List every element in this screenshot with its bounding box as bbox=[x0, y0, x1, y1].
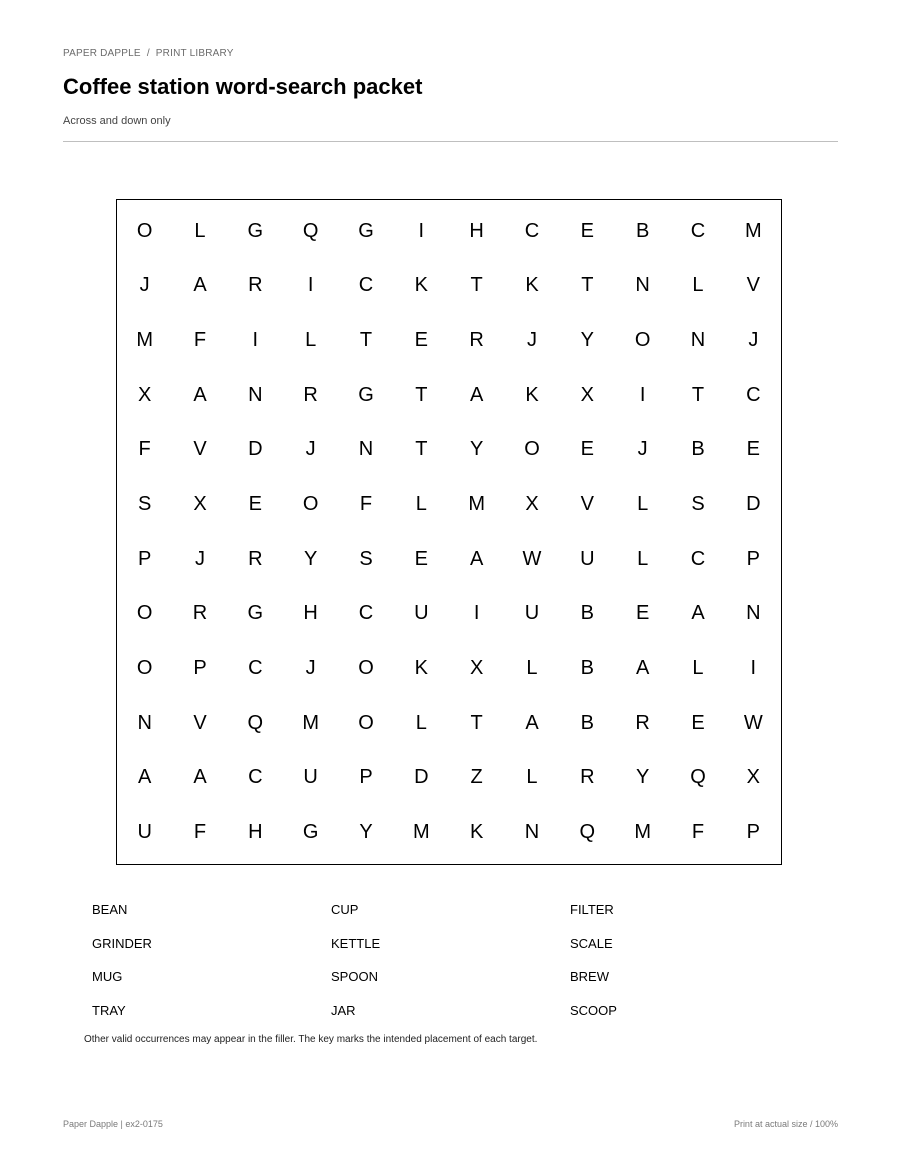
grid-cell: D bbox=[414, 766, 429, 789]
grid-cell: X bbox=[469, 657, 484, 680]
breadcrumb-separator: / bbox=[146, 48, 150, 59]
grid-cell: F bbox=[138, 438, 151, 461]
grid-cell: A bbox=[691, 602, 705, 625]
grid-cell: W bbox=[522, 547, 542, 570]
grid-cell: L bbox=[637, 547, 649, 570]
grid-cell: L bbox=[194, 219, 206, 242]
footer-id: Paper Dapple | ex2-0175 bbox=[63, 1119, 163, 1129]
grid-cell: F bbox=[359, 493, 373, 516]
grid-cell: T bbox=[581, 274, 594, 297]
grid-cell: C bbox=[248, 657, 263, 680]
grid-cell: K bbox=[414, 274, 428, 297]
grid-cell: B bbox=[691, 438, 705, 461]
word-list-item: MUG bbox=[92, 969, 123, 984]
grid-cell: I bbox=[639, 383, 646, 406]
grid-cell: S bbox=[359, 547, 373, 570]
page-subtitle: Across and down only bbox=[63, 115, 171, 127]
grid-cell: O bbox=[136, 602, 153, 625]
grid-cell: J bbox=[305, 438, 316, 461]
grid-cell: H bbox=[469, 219, 484, 242]
grid-cell: C bbox=[690, 547, 706, 570]
grid-cell: I bbox=[473, 602, 480, 625]
grid-cell: O bbox=[136, 219, 153, 242]
grid-cell: A bbox=[137, 766, 152, 789]
grid-cell: E bbox=[414, 547, 428, 570]
grid-cell: N bbox=[746, 602, 761, 625]
grid-cell: M bbox=[634, 821, 651, 844]
grid-cell: R bbox=[248, 274, 263, 297]
word-list-item: BREW bbox=[570, 969, 609, 984]
grid-cell: J bbox=[526, 329, 537, 352]
grid-cell: G bbox=[247, 219, 264, 242]
grid-cell: M bbox=[302, 711, 319, 734]
grid-cell: L bbox=[526, 766, 538, 789]
word-list-item: SCALE bbox=[570, 935, 613, 951]
grid-cell: B bbox=[580, 657, 594, 680]
grid-cell: Q bbox=[302, 219, 319, 242]
grid-cell: L bbox=[415, 493, 427, 516]
grid-cell: E bbox=[580, 219, 594, 242]
grid-cell: F bbox=[691, 821, 705, 844]
grid-cell: O bbox=[358, 711, 374, 734]
grid-cell: X bbox=[137, 383, 152, 406]
word-search-grid bbox=[116, 199, 782, 865]
grid-cell: I bbox=[307, 274, 314, 297]
grid-cell: C bbox=[746, 383, 761, 406]
grid-cell: R bbox=[580, 766, 595, 789]
grid-cell: V bbox=[580, 493, 594, 516]
grid-cell: Z bbox=[470, 766, 483, 789]
word-list-item: FILTER bbox=[570, 902, 614, 917]
grid-cell: A bbox=[635, 657, 650, 680]
grid-cell: U bbox=[137, 821, 152, 844]
grid-cell: K bbox=[525, 383, 539, 406]
grid-cell: S bbox=[691, 493, 705, 516]
grid-cell: O bbox=[634, 329, 651, 352]
grid-cell: E bbox=[248, 493, 262, 516]
word-list-item: SPOON bbox=[331, 969, 378, 984]
grid-cell: F bbox=[193, 329, 207, 352]
grid-cell: I bbox=[750, 657, 757, 680]
grid-cell: U bbox=[414, 602, 429, 625]
grid-cell: W bbox=[743, 711, 763, 734]
grid-cell: R bbox=[635, 711, 650, 734]
grid-cell: N bbox=[358, 438, 374, 461]
grid-cell: U bbox=[524, 602, 540, 625]
word-list bbox=[92, 902, 812, 1036]
grid-cell: O bbox=[358, 657, 374, 680]
grid-cell: T bbox=[470, 274, 483, 297]
word-list-item: BEAN bbox=[92, 902, 128, 917]
grid-cell: B bbox=[580, 711, 594, 734]
grid-cell: A bbox=[469, 383, 484, 406]
grid-cell: J bbox=[305, 657, 316, 680]
grid-cell: R bbox=[303, 383, 318, 406]
grid-cell: E bbox=[746, 438, 760, 461]
grid-cell: T bbox=[470, 711, 483, 734]
grid-cell: A bbox=[193, 383, 207, 406]
grid-cell: G bbox=[358, 219, 374, 242]
grid-cell: E bbox=[691, 711, 705, 734]
grid-cell: C bbox=[690, 219, 706, 242]
grid-cell: Y bbox=[469, 438, 484, 461]
grid-cell: K bbox=[469, 821, 484, 844]
grid-cell: S bbox=[137, 493, 152, 516]
grid-cell: G bbox=[302, 821, 319, 844]
header-divider bbox=[63, 141, 838, 142]
grid-cell: L bbox=[692, 274, 704, 297]
grid-cell: M bbox=[744, 219, 762, 242]
grid-cell: T bbox=[415, 438, 428, 461]
grid-cell: H bbox=[248, 821, 263, 844]
grid-cell: B bbox=[580, 602, 594, 625]
grid-cell: I bbox=[418, 219, 425, 242]
grid-cell: D bbox=[248, 438, 263, 461]
grid-cell: R bbox=[192, 602, 208, 625]
grid-cell: P bbox=[359, 766, 373, 789]
grid-cell: O bbox=[136, 657, 153, 680]
grid-cell: A bbox=[193, 274, 207, 297]
grid-cell: A bbox=[469, 547, 484, 570]
grid-cell: C bbox=[248, 766, 263, 789]
word-list-item: JAR bbox=[331, 1002, 356, 1018]
grid-cell: Q bbox=[579, 821, 596, 844]
grid-cell: I bbox=[252, 329, 259, 352]
grid-cell: D bbox=[746, 493, 761, 516]
grid-cell: V bbox=[193, 438, 207, 461]
grid-cell: R bbox=[248, 547, 263, 570]
grid-cell: N bbox=[137, 711, 152, 734]
grid-cell: J bbox=[139, 274, 150, 297]
grid-cell: Y bbox=[635, 766, 650, 789]
grid-cell: Q bbox=[247, 711, 264, 734]
grid-cell: L bbox=[415, 711, 427, 734]
grid-cell: Y bbox=[580, 329, 594, 352]
grid-cell: X bbox=[746, 766, 760, 789]
grid-cell: P bbox=[137, 547, 152, 570]
grid-cell: J bbox=[637, 438, 648, 461]
grid-cell: L bbox=[692, 657, 704, 680]
grid-cell: E bbox=[580, 438, 594, 461]
grid-cell: F bbox=[193, 821, 207, 844]
grid-cell: G bbox=[247, 602, 264, 625]
grid-cell: N bbox=[248, 383, 263, 406]
puzzle-note: Other valid occurrences may appear in the filler. The key marks the intended placement of each target. bbox=[84, 1034, 538, 1045]
grid-cell: Q bbox=[690, 766, 706, 789]
word-list-item: KETTLE bbox=[331, 935, 381, 951]
breadcrumb-section: PRINT LIBRARY bbox=[155, 48, 234, 59]
grid-cell: T bbox=[359, 329, 373, 352]
grid-cell: N bbox=[524, 821, 540, 844]
grid-cell: X bbox=[193, 493, 207, 516]
grid-cell: K bbox=[525, 274, 539, 297]
grid-cell: E bbox=[414, 329, 428, 352]
grid-cell: C bbox=[358, 274, 374, 297]
grid-cell: E bbox=[635, 602, 650, 625]
grid-cell: X bbox=[580, 383, 594, 406]
grid-cell: V bbox=[193, 711, 207, 734]
footer-print-hint: Print at actual size / 100% bbox=[733, 1119, 838, 1129]
grid-cell: J bbox=[748, 329, 759, 352]
grid-cell: J bbox=[194, 547, 205, 570]
grid-cell: N bbox=[690, 329, 706, 352]
word-list-item: GRINDER bbox=[92, 935, 152, 951]
breadcrumb bbox=[63, 48, 234, 59]
grid-cell: T bbox=[415, 383, 428, 406]
grid-cell: B bbox=[635, 219, 650, 242]
grid-cell: V bbox=[746, 274, 760, 297]
grid-cell: M bbox=[468, 493, 485, 516]
grid-cell: N bbox=[635, 274, 650, 297]
grid-cell: T bbox=[691, 383, 705, 406]
grid-cell: P bbox=[746, 547, 760, 570]
grid-cell: L bbox=[526, 657, 538, 680]
grid-cell: O bbox=[302, 493, 319, 516]
grid-cell: U bbox=[303, 766, 318, 789]
grid-cell: K bbox=[414, 657, 428, 680]
word-list-item: TRAY bbox=[92, 1002, 126, 1018]
grid-cell: X bbox=[525, 493, 539, 516]
grid-cell: L bbox=[305, 329, 317, 352]
grid-cell: M bbox=[136, 329, 153, 352]
grid-cell: P bbox=[746, 821, 760, 844]
grid-cell: L bbox=[637, 493, 649, 516]
grid-cell: G bbox=[358, 383, 374, 406]
breadcrumb-brand: PAPER DAPPLE bbox=[63, 48, 141, 59]
grid-cell: O bbox=[524, 438, 540, 461]
grid-cell: Y bbox=[303, 547, 318, 570]
grid-cell: M bbox=[412, 821, 430, 844]
grid-cell: C bbox=[524, 219, 540, 242]
grid-cell: P bbox=[193, 657, 207, 680]
word-list-item: CUP bbox=[331, 902, 359, 917]
grid-cell: A bbox=[525, 711, 539, 734]
grid-cell: H bbox=[303, 602, 318, 625]
grid-cell: Y bbox=[359, 821, 373, 844]
grid-cell: A bbox=[193, 766, 207, 789]
grid-cell: C bbox=[358, 602, 374, 625]
page-title: Coffee station word-search packet bbox=[63, 74, 423, 99]
grid-cell: R bbox=[469, 329, 484, 352]
word-list-item: SCOOP bbox=[570, 1002, 617, 1018]
grid-cell: U bbox=[580, 547, 595, 570]
